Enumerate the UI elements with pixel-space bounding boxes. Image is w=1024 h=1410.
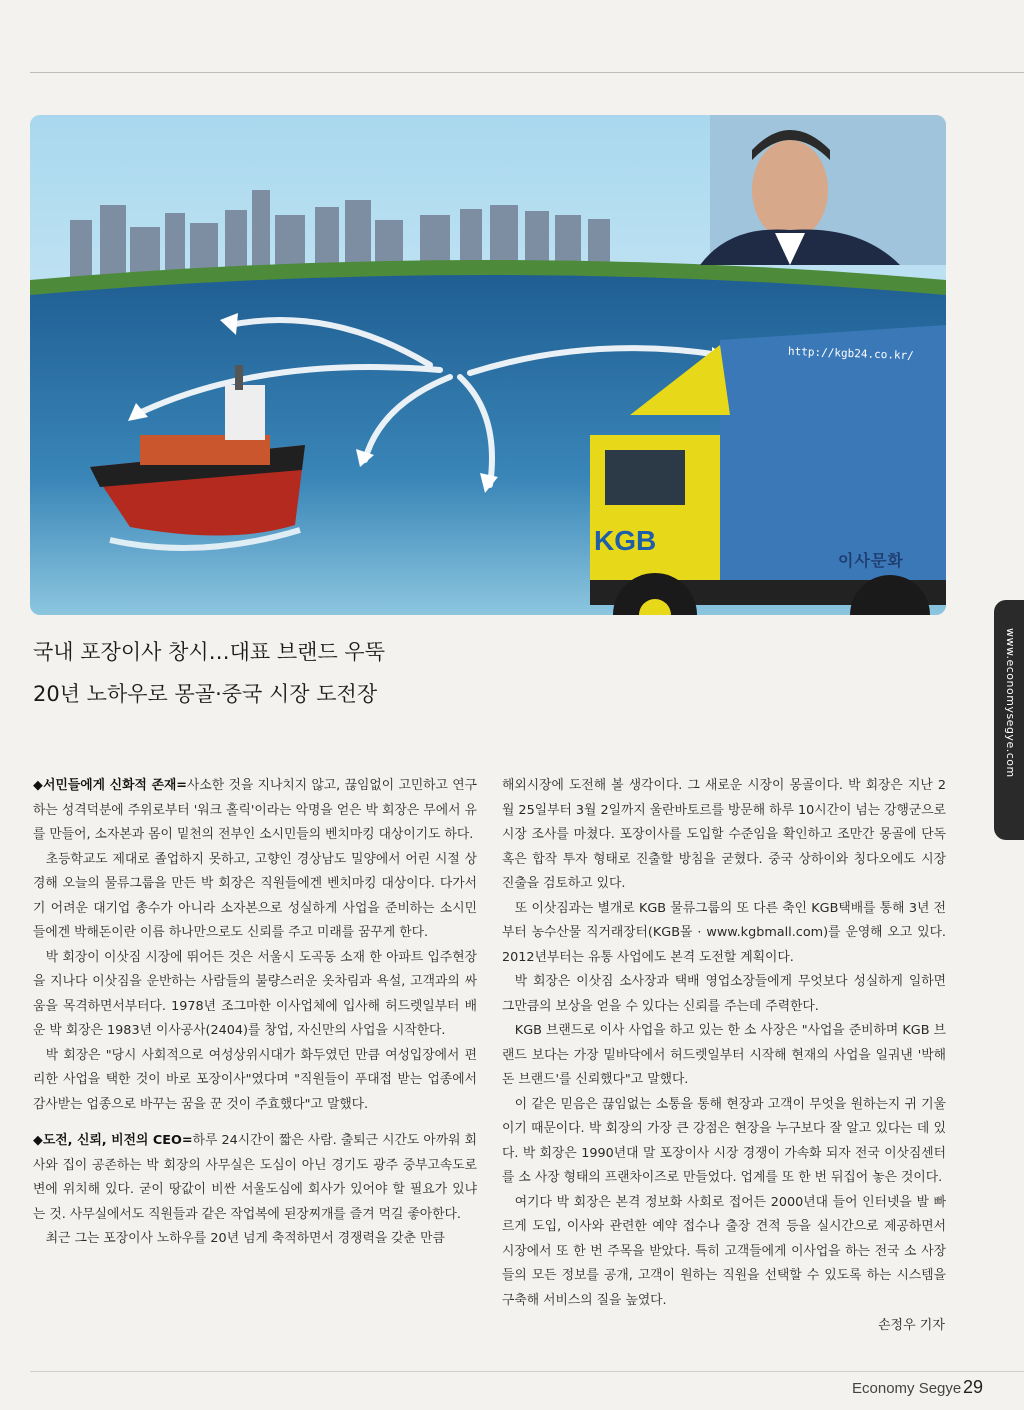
subtitle-line-2: 20년 노하우로 몽골·중국 시장 도전장 — [33, 682, 378, 706]
hero-illustration — [30, 115, 946, 615]
paragraph: 박 회장이 이삿짐 시장에 뛰어든 것은 서울시 도곡동 소재 한 아파트 입주현장을 지나다 이삿짐을 운반하는 사람들의 불량스러운 옷차림과 욕설, 고객과의 싸움을 목격하면서부터다. 1978년 조그마한 이사업체에 입사해 허드렛일부터 배운 박 회장은 1983년 이사공사(2404)를 창업, 자신만의 사업을 시작한다. — [33, 949, 477, 1038]
paragraph-text: 하루 24시간이 짧은 사람. 출퇴근 시간도 아까워 회사와 집이 공존하는 박 회장의 사무실은 도심이 아닌 경기도 광주 중부고속도로 변에 위치해 있다. 굳이 땅값이 비싼 서울도심에 회사가 있어야 할 필요가 있냐는 것. 사무실에서도 직원들과 같은 작업복에 된장찌개를 즐겨 먹길 좋아한다. — [33, 1133, 478, 1222]
paragraph: 초등학교도 제대로 졸업하지 못하고, 고향인 경상남도 밀양에서 어린 시절 상경해 오늘의 물류그룹을 만든 박 회장은 직원들에겐 벤치마킹 대상이다. 다가서기 어려운 대기업 총수가 아니라 소자본으로 성실하게 사업을 준비하는 소시민들에겐 박해돈이란 이름 하나만으로도 신뢰를 주고 미래를 꿈꾸게 한다. — [33, 851, 477, 940]
paragraph: 해외시장에 도전해 볼 생각이다. 그 새로운 시장이 몽골이다. 박 회장은 지난 2월 25일부터 3월 2일까지 울란바토르를 방문해 하루 10시간이 넘는 강행군으로 시장 조사를 마쳤다. 포장이사를 도입할 수준임을 확인하고 조만간 몽골에 단독 혹은 합작 투자 형태로 진출할 방침을 굳혔다. 중국 상하이와 칭다오에도 시장 진출을 검토하고 있다. — [502, 778, 946, 891]
section-heading: ◆도전, 신뢰, 비전의 CEO= — [33, 1133, 193, 1148]
paragraph: 이 같은 믿음은 끊임없는 소통을 통해 현장과 고객이 무엇을 원하는지 귀 기울이기 때문이다. 박 회장의 가장 큰 강점은 현장을 누구보다 잘 알고 있다는 데 있다. 박 회장은 1990년대 말 포장이사 시장 경쟁이 가속화 되자 전국 이삿짐센터를 소 사장 형태의 프랜차이즈로 만들었다. 업계를 또 한 번 뒤집어 놓은 것이다. — [502, 1096, 946, 1185]
ceo-portrait — [700, 115, 946, 265]
paragraph-text: 사소한 것을 지나치지 않고, 끊임없이 고민하고 연구하는 성격덕분에 주위로부터 '워크 홀릭'이라는 악명을 얻은 박 회장은 무에서 유를 만들어, 소자본과 몸이 밑천의 전부인 소시민들의 벤치마킹 대상이기도 하다. — [33, 778, 478, 842]
truck-url-text: http://kgb24.co.kr/ — [787, 344, 915, 363]
paragraph: 박 회장은 "당시 사회적으로 여성상위시대가 화두였던 만큼 여성입장에서 편리한 사업을 택한 것이 바로 포장이사"였다며 "직원들이 푸대접 받는 업종에서 감사받는 업종으로 바꾸는 꿈을 꾼 것이 주효했다"고 말했다. — [33, 1047, 477, 1112]
paragraph — [33, 1129, 477, 1227]
byline: 손정우 기자 — [878, 1318, 945, 1333]
side-tab-url: www.economysegye.com — [1004, 628, 1017, 778]
truck-brand-logo: KGB — [594, 525, 657, 556]
page-number: 29 — [963, 1377, 984, 1397]
paragraph: 또 이삿짐과는 별개로 KGB 물류그룹의 또 다른 축인 KGB택배를 통해 3년 전부터 농수산물 직거래장터(KGB몰 · www.kgbmall.com)를 운영해 오고 있다. 2012년부터는 유통 사업에도 본격 도전할 계획이다. — [502, 900, 946, 965]
paragraph: 최근 그는 포장이사 노하우를 20년 넘게 축적하면서 경쟁력을 갖춘 만큼 — [45, 1231, 445, 1246]
section-heading: ◆서민들에게 신화적 존재= — [33, 778, 188, 793]
top-rule — [30, 72, 1024, 73]
subtitle-line-1: 국내 포장이사 창시…대표 브랜드 우뚝 — [33, 640, 385, 664]
paragraph: 여기다 박 회장은 본격 정보화 사회로 접어든 2000년대 들어 인터넷을 발 빠르게 도입, 이사와 관련한 예약 접수나 출장 견적 등을 실시간으로 제공하면서 시장에서 또 한 번 주목을 받았다. 특히 고객들에게 이사업을 하는 전국 소 사장들의 모든 정보를 공개, 고객이 원하는 직원을 선택할 수 있도록 하는 시스템을 구축해 서비스의 질을 높였다. — [502, 1194, 946, 1308]
truck-side-text: 이사문화 — [838, 551, 904, 570]
paragraph: KGB 브랜드로 이사 사업을 하고 있는 한 소 사장은 "사업을 준비하며 KGB 브랜드 보다는 가장 밑바닥에서 허드렛일부터 시작해 현재의 사업을 일궈낸 '박해돈 브랜드'를 신뢰했다"고 말했다. — [502, 1023, 946, 1087]
bottom-rule — [30, 1371, 1024, 1372]
article-column-right — [502, 774, 946, 1313]
paragraph: 박 회장은 이삿짐 소사장과 택배 영업소장들에게 무엇보다 성실하게 일하면 그만큼의 보상을 얻을 수 있다는 신뢰를 주는데 주력한다. — [502, 974, 946, 1014]
article-column-left — [33, 774, 477, 1252]
paragraph — [33, 774, 477, 848]
magazine-name: Economy Segye — [852, 1380, 962, 1397]
hero-photo — [30, 115, 946, 615]
